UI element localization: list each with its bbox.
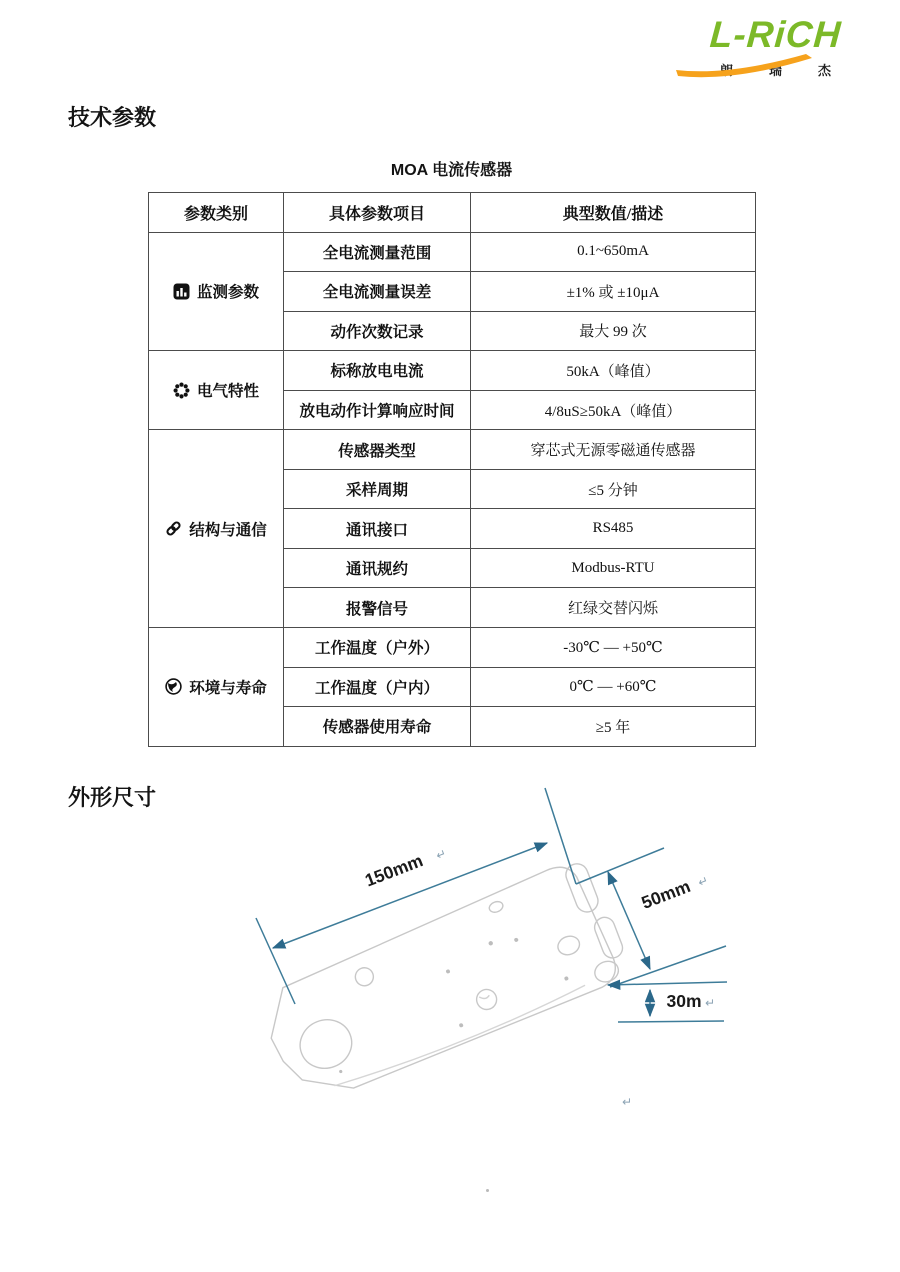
height-dim-label: 30m — [666, 991, 702, 1011]
parameter-value-cell: 0℃ — +60℃ — [471, 667, 756, 707]
parameter-name-cell: 放电动作计算响应时间 — [284, 390, 471, 430]
parameter-name-cell: 采样周期 — [284, 469, 471, 509]
parameter-name-cell: 标称放电电流 — [284, 351, 471, 391]
category-label: 监测参数 — [196, 284, 259, 302]
parameter-value-cell: 4/8uS≥50kA（峰值） — [471, 390, 756, 430]
category-cell — [149, 232, 284, 351]
link-icon — [165, 520, 182, 537]
table-caption: MOA 电流传感器 — [390, 162, 513, 179]
table-row — [149, 232, 756, 272]
logo-swoosh-icon — [674, 52, 824, 78]
parameter-name-cell: 工作温度（户外） — [284, 628, 471, 668]
bar-chart-icon — [173, 283, 190, 300]
brand-name: L-RiCH — [708, 14, 843, 55]
category-cell — [149, 430, 284, 628]
parameter-value-cell: ≥5 年 — [471, 707, 756, 747]
return-mark: ↵ — [705, 996, 716, 1010]
column-header: 具体参数项目 — [284, 193, 471, 233]
parameter-name-cell: 报警信号 — [284, 588, 471, 628]
parameter-value-cell: -30℃ — +50℃ — [471, 628, 756, 668]
sensor-outline-drawing — [250, 855, 635, 1110]
length-dim-label: 150mm — [362, 850, 426, 891]
category-cell — [149, 351, 284, 430]
parameter-name-cell: 动作次数记录 — [284, 311, 471, 351]
globe-icon — [165, 678, 182, 695]
gear-icon — [173, 382, 190, 399]
table-row — [149, 430, 756, 470]
brand-chinese-name: 朗瑞杰 — [719, 63, 867, 78]
return-mark: ↵ — [434, 846, 449, 863]
parameter-value-cell: 红绿交替闪烁 — [471, 588, 756, 628]
dimensions-heading: 外形尺寸 — [68, 785, 157, 810]
tech-params-heading: 技术参数 — [68, 105, 157, 130]
dimension-drawing — [0, 780, 900, 1240]
parameter-value-cell: 穿芯式无源零磁通传感器 — [471, 430, 756, 470]
page-speck — [486, 1189, 489, 1192]
column-header: 典型数值/描述 — [471, 193, 756, 233]
parameter-value-cell: Modbus-RTU — [471, 548, 756, 588]
spec-table-header-row — [149, 193, 756, 233]
parameter-value-cell: 50kA（峰值） — [471, 351, 756, 391]
parameter-value-cell: ≤5 分钟 — [471, 469, 756, 509]
parameter-value-cell: ±1% 或 ±10μA — [471, 272, 756, 312]
table-row — [149, 351, 756, 391]
width-dim-label: 50mm — [638, 875, 694, 913]
category-label: 结构与通信 — [189, 521, 267, 539]
parameter-name-cell: 工作温度（户内） — [284, 667, 471, 707]
column-header: 参数类别 — [149, 193, 284, 233]
parameter-value-cell: 最大 99 次 — [471, 311, 756, 351]
company-logo — [668, 16, 883, 79]
parameter-name-cell: 传感器使用寿命 — [284, 707, 471, 747]
return-mark: ↵ — [622, 1095, 633, 1109]
parameter-name-cell: 通讯接口 — [284, 509, 471, 549]
category-cell — [149, 628, 284, 747]
parameter-name-cell: 全电流测量范围 — [284, 232, 471, 272]
parameter-name-cell: 通讯规约 — [284, 548, 471, 588]
category-label: 电气特性 — [196, 383, 259, 401]
return-mark: ↵ — [696, 873, 711, 890]
category-label: 环境与寿命 — [189, 679, 267, 697]
parameter-value-cell: 0.1~650mA — [471, 232, 756, 272]
spec-table — [148, 192, 756, 747]
parameter-value-cell: RS485 — [471, 509, 756, 549]
parameter-name-cell: 传感器类型 — [284, 430, 471, 470]
parameter-name-cell: 全电流测量误差 — [284, 272, 471, 312]
table-row — [149, 628, 756, 668]
